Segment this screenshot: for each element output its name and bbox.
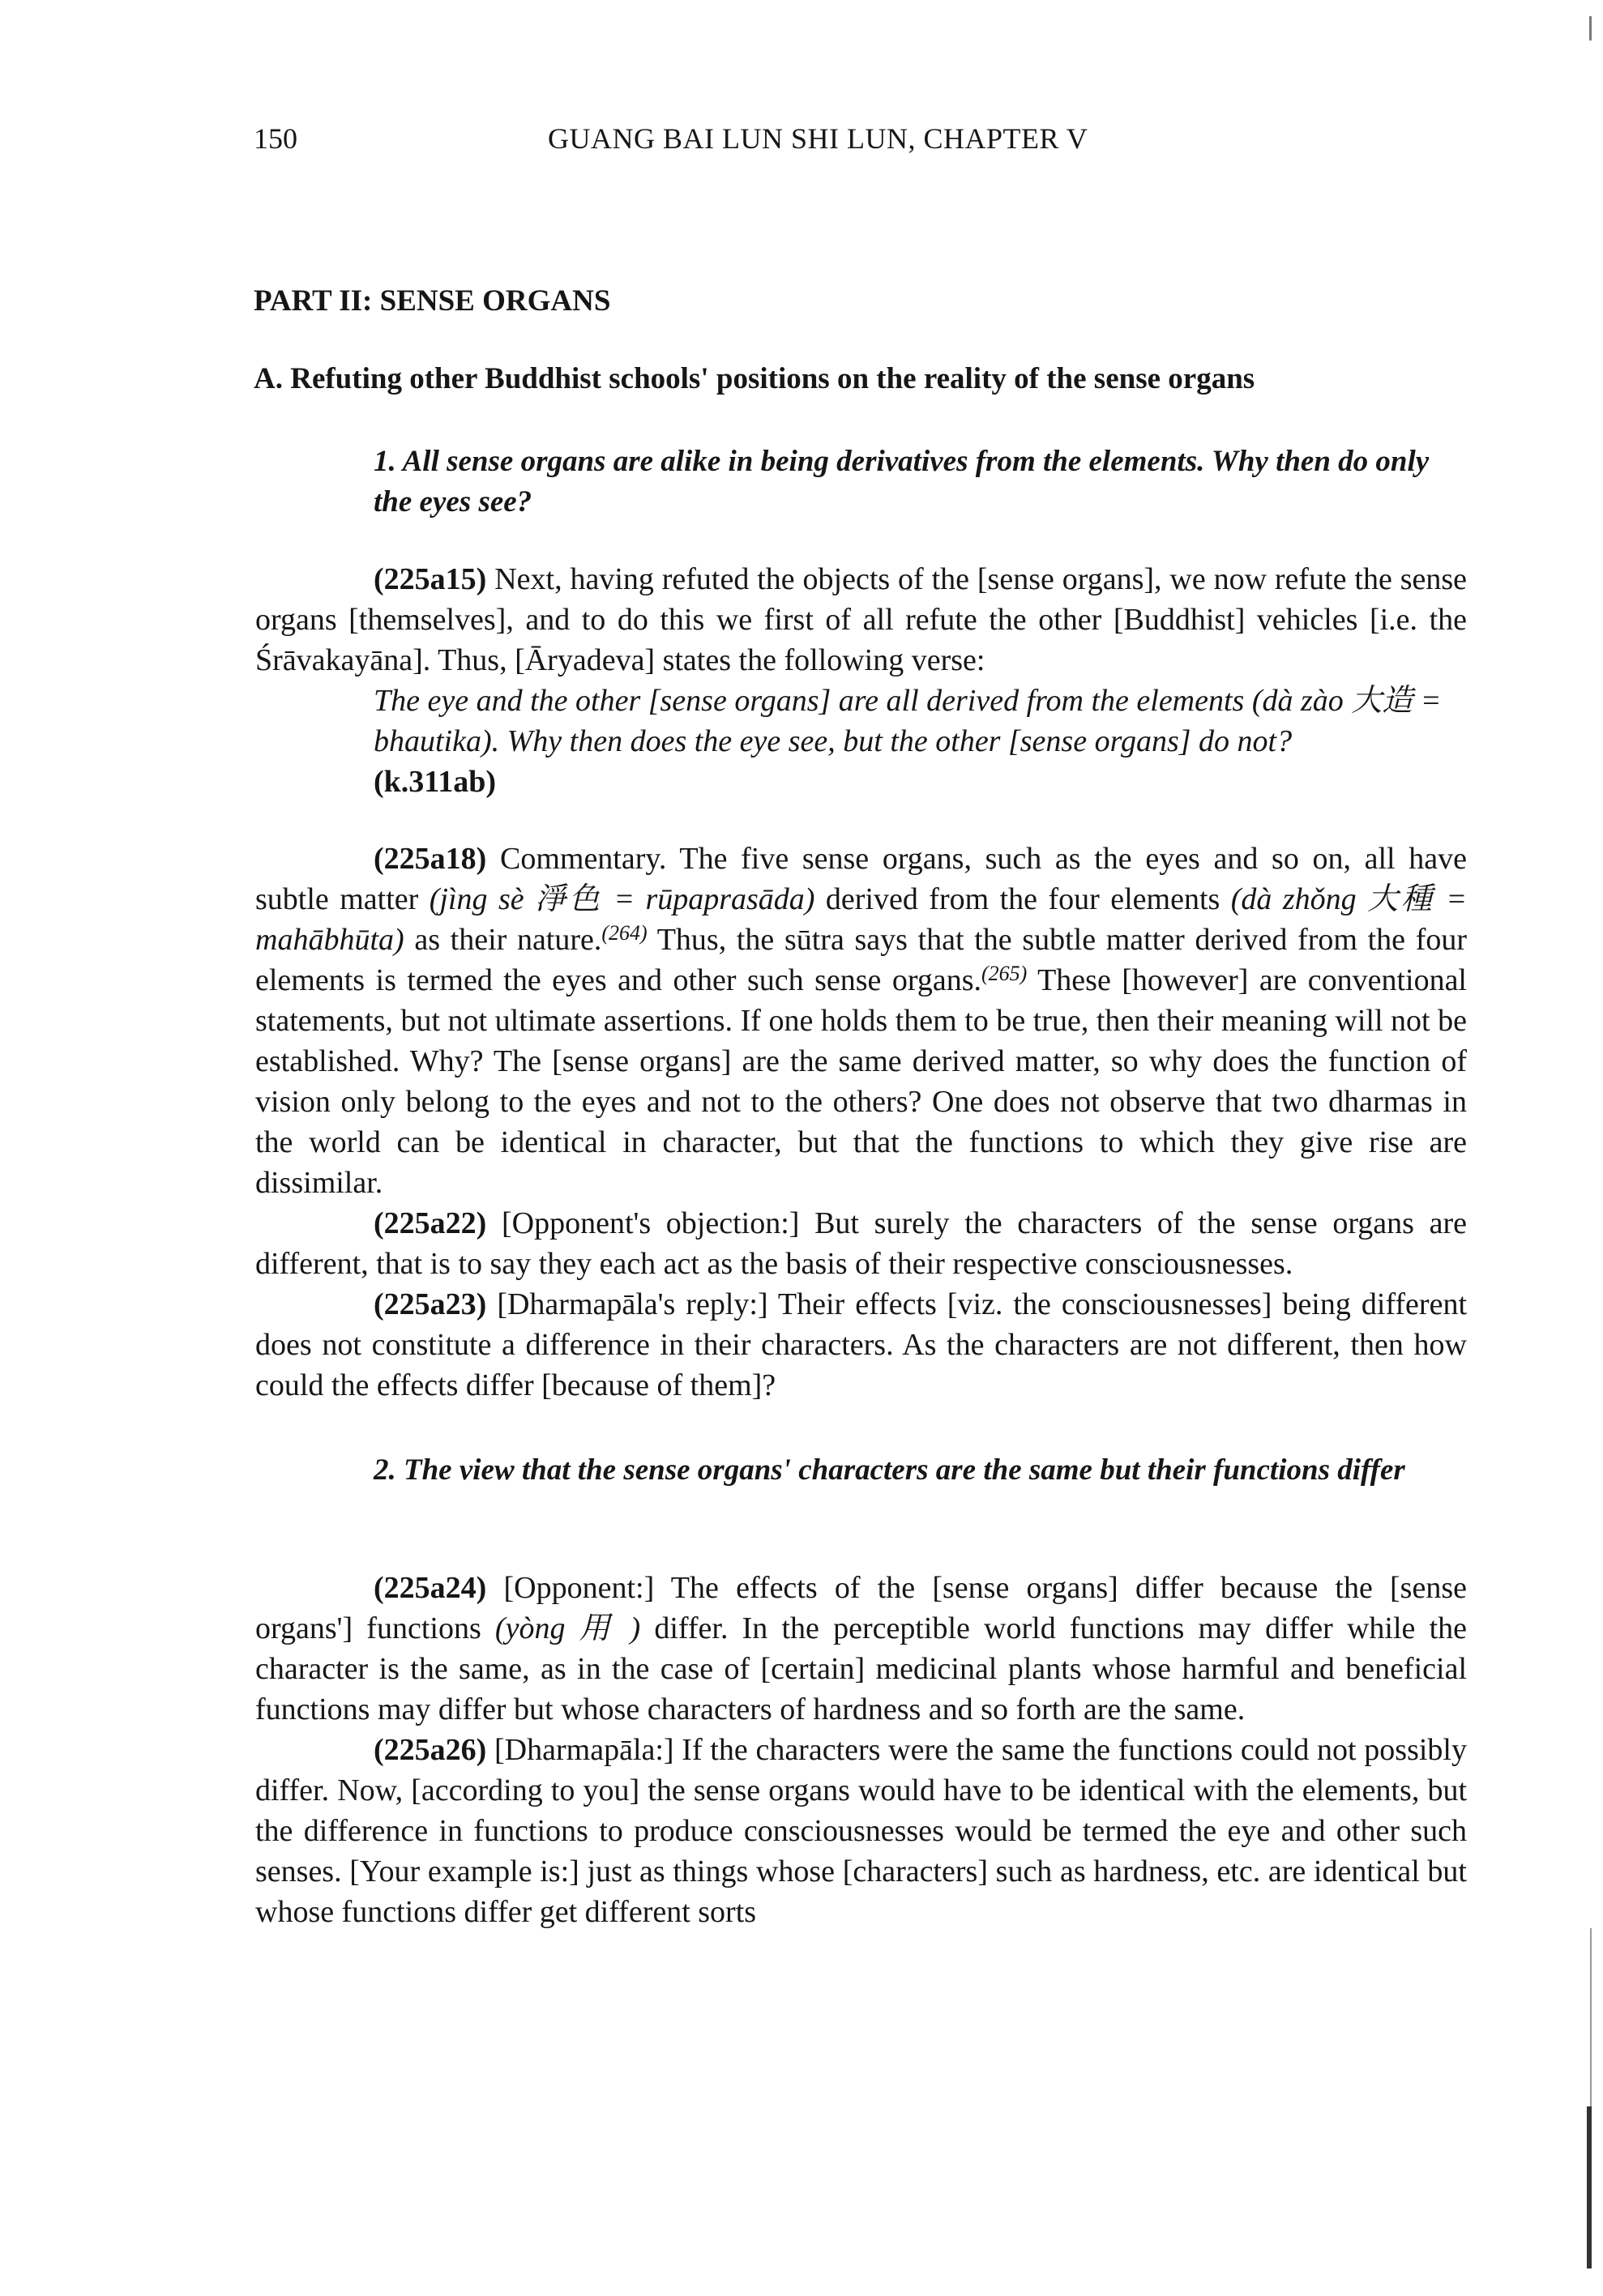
section-heading: A. Refuting other Buddhist schools' positions on the reality of the sense organs xyxy=(254,362,1255,395)
paragraph-label: (225a24) xyxy=(374,1571,487,1605)
paragraph-225a24 xyxy=(255,1568,1467,1730)
text-block-1 xyxy=(255,559,1467,802)
footnote-marker: (264) xyxy=(601,921,648,945)
footnote-marker: (265) xyxy=(981,962,1028,985)
text-block-2 xyxy=(255,839,1467,1406)
paragraph-label: (225a23) xyxy=(374,1287,487,1321)
paragraph-label: (225a26) xyxy=(374,1733,487,1767)
paragraph-225a22 xyxy=(255,1203,1467,1284)
inline-term: (jìng sè 淨色 = rūpaprasāda) xyxy=(429,882,815,916)
inline-term: (dà zhǒng 大種 = mahābhūta) xyxy=(255,882,1468,957)
verse: The eye and the other [sense organs] are all derived from the elements (dà zào 大造 = bhautika). Why then does the eye see, but the other [sense organs] do not? xyxy=(374,684,1442,758)
paragraph-text: [Dharmapāla:] If the characters were the same the functions could not possibly differ. Now, [according to you] the sense organs would have to be identical with the elements, but the difference in functions to produce consciousnesses would be termed the eye and other such senses. [Your example is:] just as things whose [characters] such as hardness, etc. are identical but whose functions differ get different sorts xyxy=(255,1733,1467,1929)
paragraph-text: [Dharmapāla's reply:] Their effects [viz. the consciousnesses] being different does not constitute a difference in their characters. As the characters are not different, then how could the effects differ [because of them]? xyxy=(255,1287,1468,1402)
paragraph-text: derived from the four elements xyxy=(825,882,1220,916)
text-block-3 xyxy=(255,1568,1467,1932)
verse-reference: (k.311ab) xyxy=(374,765,496,799)
running-head: GUANG BAI LUN SHI LUN, CHAPTER V xyxy=(548,122,1088,155)
page-number: 150 xyxy=(254,122,297,155)
paragraph-label: (225a22) xyxy=(374,1206,487,1240)
subsection-heading-1: 1. All sense organs are alike in being derivatives from the elements. Why then do only the eyes see? xyxy=(374,445,1430,519)
paragraph-text: as their nature. xyxy=(414,923,602,957)
paragraph-225a23 xyxy=(255,1284,1467,1406)
paragraph-text: Thus, the sūtra says that the subtle matter derived from the four elements is termed the eyes and other such sense organs. xyxy=(255,923,1468,997)
paragraph-label: (225a18) xyxy=(374,842,487,876)
paragraph-text: Next, having refuted the objects of the [sense organs], we now refute the sense organs [themselves], and to do this we first of all refute the other [Buddhist] vehicles [i.e. the Śrāvakayāna]. Thus, [Āryadeva] states the following verse: xyxy=(255,562,1467,677)
paragraph-225a18 xyxy=(255,839,1467,1203)
scan-mark xyxy=(1587,2106,1592,2268)
paragraph-225a15 xyxy=(255,559,1467,681)
scan-mark xyxy=(1589,16,1592,41)
paragraph-text: Commentary. The five sense organs, such as the eyes and so on, all have subtle matter xyxy=(255,842,1468,916)
paragraph-text: differ. In the perceptible world functions may differ while the character is the same, as in the case of [certain] medicinal plants whose harmful and beneficial functions may differ but whose characters of hardness and so forth are the same. xyxy=(255,1611,1468,1726)
paragraph-225a26 xyxy=(255,1730,1467,1932)
paragraph-label: (225a15) xyxy=(374,562,487,596)
part-heading: PART II: SENSE ORGANS xyxy=(254,284,611,318)
paragraph-text: [Opponent's objection:] But surely the characters of the sense organs are different, that is to say they each act as the basis of their respective consciousnesses. xyxy=(255,1206,1467,1281)
paragraph-text: These [however] are conventional statements, but not ultimate assertions. If one holds them to be true, then their meaning will not be established. Why? The [sense organs] are the same derived matter, so why does the function of vision only belong to the eyes and not to the others? One does not observe that two dharmas in the world can be identical in character, but that the functions to which they give rise are dissimilar. xyxy=(255,963,1467,1200)
paragraph-text: [Opponent:] The effects of the [sense organs] differ because the [sense organs'] functions xyxy=(255,1571,1467,1645)
subsection-heading-2: 2. The view that the sense organs' characters are the same but their functions differ xyxy=(374,1453,1405,1487)
inline-term: (yòng 用 ) xyxy=(494,1611,641,1645)
